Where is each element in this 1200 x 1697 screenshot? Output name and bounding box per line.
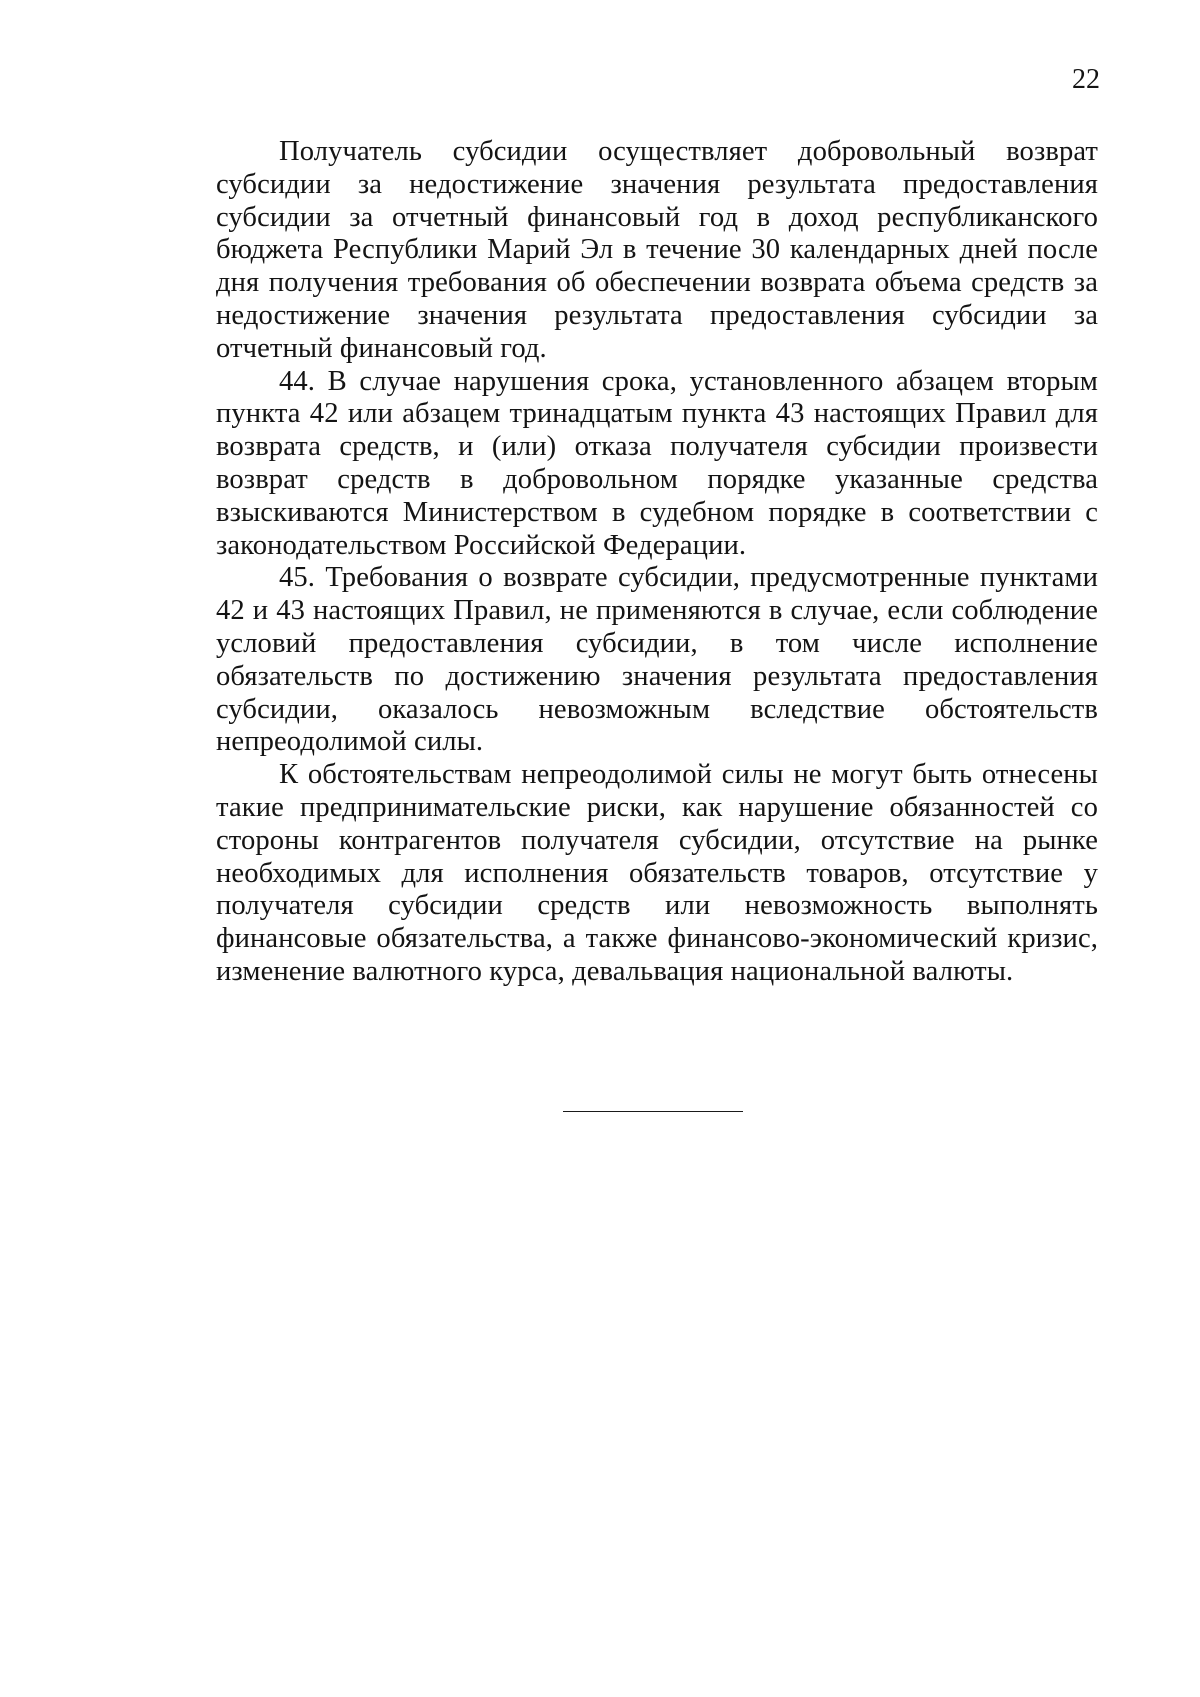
page-number: 22 bbox=[1072, 64, 1100, 95]
paragraph-45: 45. Требования о возврате субсидии, предусмотренные пунктами 42 и 43 настоящих Правил, не применяются в случае, если соблюдение условий предоставления субсидии, в том числе исполнение обязательств по достижению значения результата предоставления субсидии, оказалось невозможным вследствие обстоятельств непреодолимой силы. bbox=[216, 562, 1098, 758]
paragraph-force-majeure: К обстоятельствам непреодолимой силы не могут быть отнесены такие предпринимательские риски, как нарушение обязанностей со стороны контрагентов получателя субсидии, отсутствие на рынке необходимых для исполнения обязательств товаров, отсутствие у получателя субсидии средств или невозможность выполнять финансовые обязательства, а также финансово-экономический кризис, изменение валютного курса, девальвация национальной валюты. bbox=[216, 759, 1098, 987]
paragraph-voluntary-return: Получатель субсидии осуществляет добровольный возврат субсидии за недостижение значения результата предоставления субсидии за отчетный финансовый год в доход республиканского бюджета Республики Марий Эл в течение 30 календарных дней после дня получения требования об обеспечении возврата объема средств за недостижение значения результата предоставления субсидии за отчетный финансовый год. bbox=[216, 136, 1098, 364]
end-of-document-line bbox=[563, 1111, 743, 1112]
document-body bbox=[216, 136, 1098, 989]
paragraph-44: 44. В случае нарушения срока, установленного абзацем вторым пункта 42 или абзацем тринадцатым пункта 43 настоящих Правил для возврата средств, и (или) отказа получателя субсидии произвести возврат средств в добровольном порядке указанные средства взыскиваются Министерством в судебном порядке в соответствии с законодательством Российской Федерации. bbox=[216, 365, 1098, 561]
